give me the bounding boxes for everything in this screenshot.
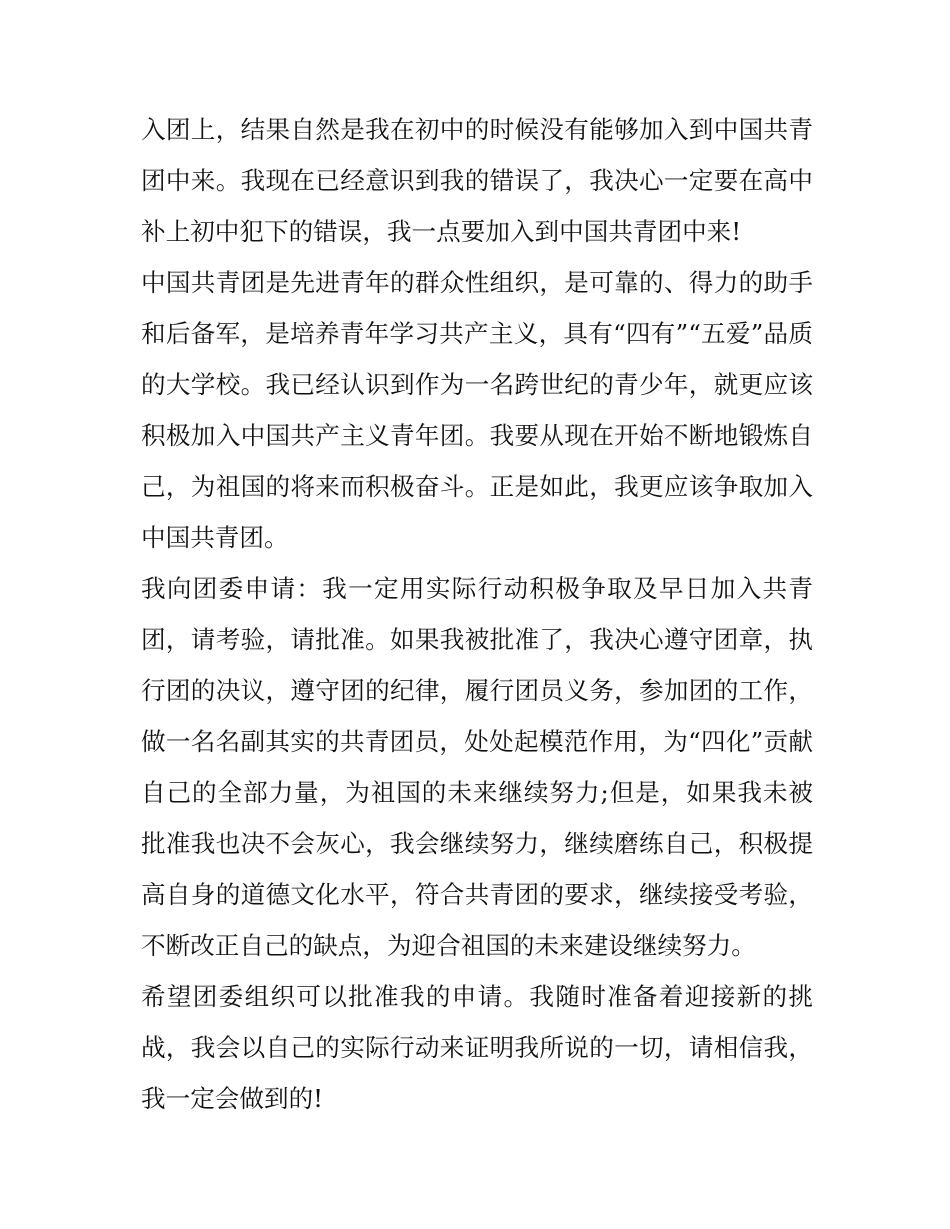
paragraph-1: 入团上，结果自然是我在初中的时候没有能够加入到中国共青团中来。我现在已经意识到我的错误了，我决心一定要在高中补上初中犯下的错误，我一点要加入到中国共青团中来! [141, 115, 813, 246]
paragraph-2: 中国共青团是先进青年的群众性组织，是可靠的、得力的助手和后备军，是培养青年学习共产主义，具有“四有”“五爱”品质的大学校。我已经认识到作为一名跨世纪的青少年，就更应该积极加入中国共产主义青年团。我要从现在开始不断地锻炼自己，为祖国的将来而积极奋斗。正是如此，我更应该争取加入中国共青团。 [141, 268, 813, 552]
paragraph-4: 希望团委组织可以批准我的申请。我随时准备着迎接新的挑战，我会以自己的实际行动来证明我所说的一切，请相信我，我一定会做到的! [141, 982, 813, 1113]
paragraph-3: 我向团委申请：我一定用实际行动积极争取及早日加入共青团，请考验，请批准。如果我被批准了，我决心遵守团章，执行团的决议，遵守团的纪律，履行团员义务，参加团的工作，做一名名副其实的共青团员，处处起模范作用，为“四化”贡献自己的全部力量，为祖国的未来继续努力;但是，如果我未被批准我也决不会灰心，我会继续努力，继续磨练自己，积极提高自身的道德文化水平，符合共青团的要求，继续接受考验，不断改正自己的缺点，为迎合祖国的未来建设继续努力。 [141, 574, 813, 960]
document-body [141, 104, 813, 1124]
